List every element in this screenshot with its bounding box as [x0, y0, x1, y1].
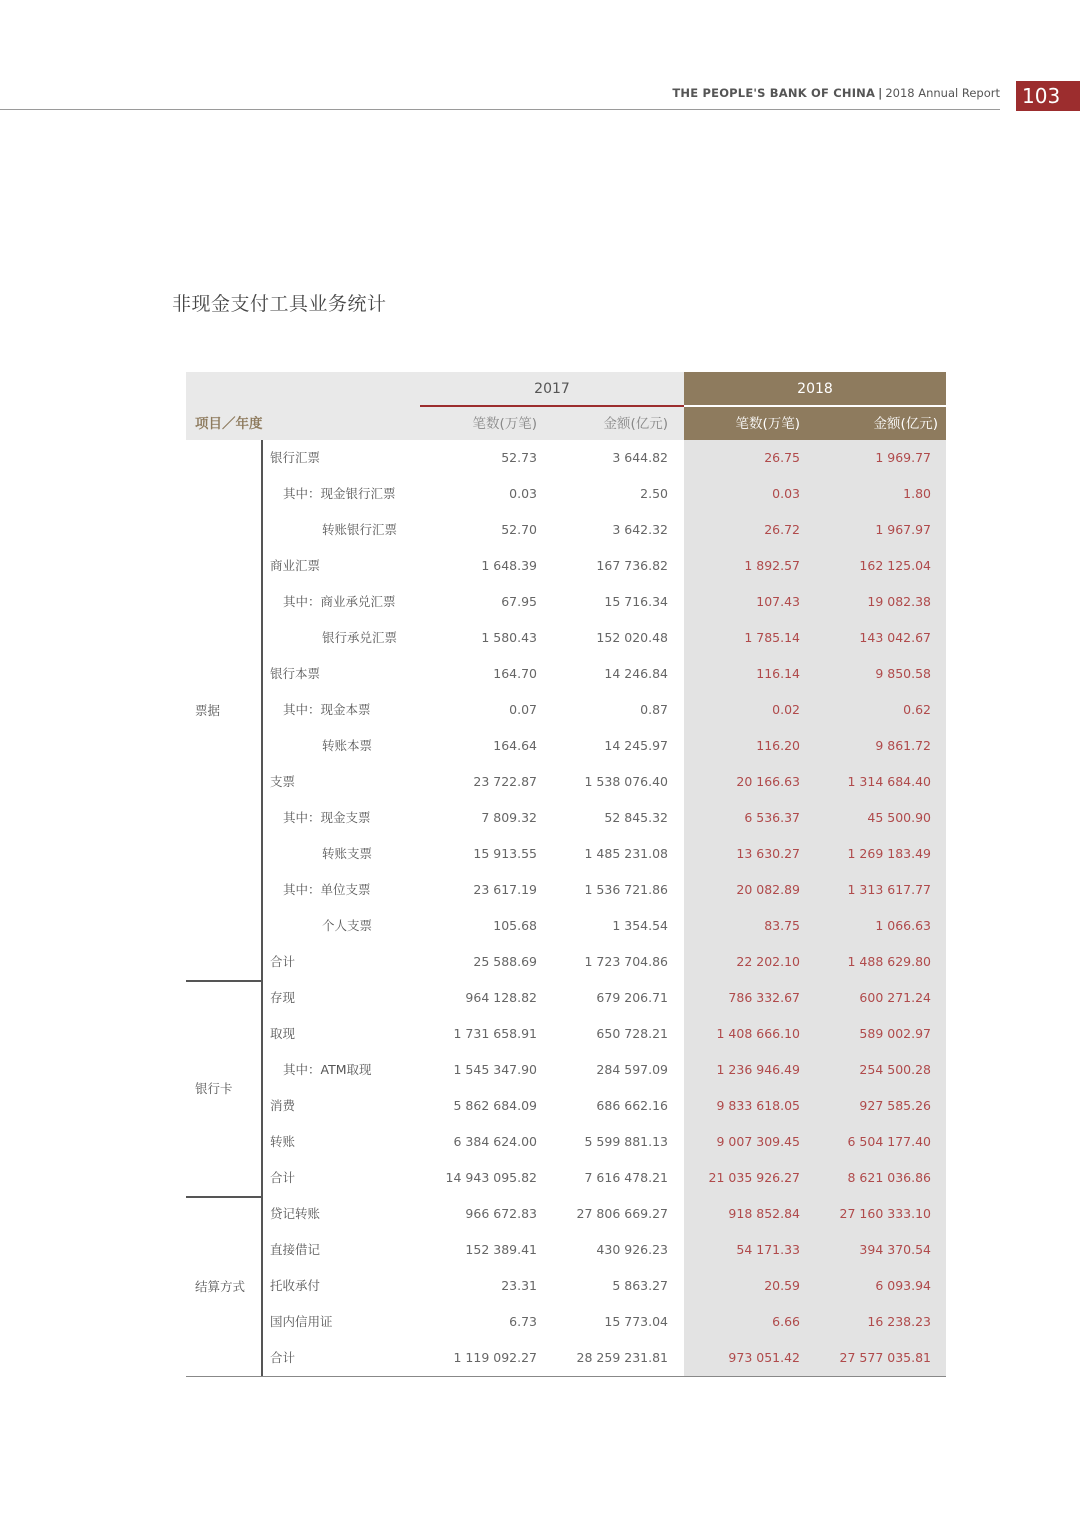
table-row	[186, 1232, 946, 1268]
year-2018-underline	[684, 405, 946, 407]
row-label: 其中：现金支票	[283, 810, 371, 825]
cell-2017-amount: 679 206.71	[596, 990, 668, 1005]
cell-2018-amount: 6 504 177.40	[847, 1134, 931, 1149]
row-label: 转账支票	[322, 846, 373, 861]
table-row	[186, 1340, 946, 1376]
cell-2018-amount: 1 488 629.80	[847, 954, 931, 969]
cell-2017-amount: 167 736.82	[596, 558, 668, 573]
col-header-2018-amount: 金额(亿元)	[873, 416, 938, 432]
cell-2017-count: 164.64	[493, 738, 537, 753]
cell-2018-count: 0.02	[772, 702, 800, 717]
cell-2017-amount: 2.50	[640, 486, 668, 501]
cell-2018-amount: 16 238.23	[867, 1314, 931, 1329]
cell-2017-count: 1 731 658.91	[453, 1026, 537, 1041]
cell-2018-count: 22 202.10	[736, 954, 800, 969]
cell-2017-count: 14 943 095.82	[445, 1170, 537, 1185]
cell-2018-count: 20 082.89	[736, 882, 800, 897]
row-label: 其中：现金银行汇票	[283, 486, 396, 501]
row-label: 银行本票	[270, 666, 321, 681]
cell-2017-count: 1 545 347.90	[453, 1062, 537, 1077]
table-row	[186, 620, 946, 656]
cell-2018-amount: 1 066.63	[875, 918, 931, 933]
page-number: 103	[1016, 81, 1080, 111]
cell-2017-amount: 0.87	[640, 702, 668, 717]
cell-2017-count: 6.73	[509, 1314, 537, 1329]
cell-2018-count: 786 332.67	[728, 990, 800, 1005]
table-row	[186, 836, 946, 872]
table-row	[186, 1304, 946, 1340]
row-label: 个人支票	[322, 918, 373, 933]
table-body	[186, 440, 946, 1376]
row-label: 托收承付	[270, 1278, 321, 1293]
row-label: 贷记转账	[270, 1206, 321, 1221]
cell-2017-amount: 686 662.16	[596, 1098, 668, 1113]
cell-2017-amount: 28 259 231.81	[576, 1350, 668, 1365]
row-label: 合计	[270, 1170, 296, 1185]
cell-2018-amount: 27 577 035.81	[839, 1350, 931, 1365]
row-label: 消费	[270, 1098, 296, 1113]
cell-2017-amount: 27 806 669.27	[576, 1206, 668, 1221]
cell-2018-count: 26.72	[764, 522, 800, 537]
cell-2018-amount: 600 271.24	[859, 990, 931, 1005]
cell-2017-count: 164.70	[493, 666, 537, 681]
cell-2018-amount: 45 500.90	[867, 810, 931, 825]
table-row	[186, 476, 946, 512]
cell-2018-count: 20 166.63	[736, 774, 800, 789]
cell-2017-count: 23.31	[501, 1278, 537, 1293]
table-row	[186, 548, 946, 584]
cell-2017-amount: 15 773.04	[604, 1314, 668, 1329]
cell-2018-count: 1 892.57	[744, 558, 800, 573]
table-row	[186, 800, 946, 836]
cell-2018-count: 973 051.42	[728, 1350, 800, 1365]
cell-2018-amount: 143 042.67	[859, 630, 931, 645]
cell-2017-amount: 14 245.97	[604, 738, 668, 753]
row-label: 银行承兑汇票	[322, 630, 398, 645]
cell-2018-amount: 27 160 333.10	[839, 1206, 931, 1221]
header-separator: |	[878, 86, 883, 100]
cell-2018-count: 83.75	[764, 918, 800, 933]
cell-2018-count: 6 536.37	[744, 810, 800, 825]
category-label: 结算方式	[195, 1279, 246, 1294]
cell-2017-count: 23 617.19	[473, 882, 537, 897]
cell-2017-amount: 1 485 231.08	[584, 846, 668, 861]
table-row	[186, 764, 946, 800]
payment-stats-table	[186, 372, 946, 1376]
table-row	[186, 944, 946, 980]
cell-2018-amount: 6 093.94	[875, 1278, 931, 1293]
table-row	[186, 1124, 946, 1160]
table-row	[186, 1268, 946, 1304]
cell-2018-amount: 1 314 684.40	[847, 774, 931, 789]
cell-2017-count: 1 648.39	[481, 558, 537, 573]
cell-2017-amount: 14 246.84	[604, 666, 668, 681]
cell-2018-count: 116.20	[756, 738, 800, 753]
row-label: 国内信用证	[270, 1314, 333, 1329]
row-label: 支票	[270, 774, 296, 789]
cell-2017-count: 6 384 624.00	[453, 1134, 537, 1149]
table-bottom-rule	[186, 1376, 946, 1377]
cell-2017-amount: 1 538 076.40	[584, 774, 668, 789]
table-row	[186, 1196, 946, 1232]
col-header-2017-count: 笔数(万笔)	[472, 416, 537, 432]
year-2017-underline	[420, 405, 684, 407]
row-label: 其中：单位支票	[283, 882, 371, 897]
cell-2018-count: 116.14	[756, 666, 800, 681]
cell-2017-amount: 152 020.48	[596, 630, 668, 645]
cell-2017-count: 7 809.32	[481, 810, 537, 825]
cell-2017-count: 15 913.55	[473, 846, 537, 861]
cell-2018-count: 26.75	[764, 450, 800, 465]
table-row	[186, 1088, 946, 1124]
cell-2018-amount: 1 269 183.49	[847, 846, 931, 861]
cell-2018-amount: 8 621 036.86	[847, 1170, 931, 1185]
table-row	[186, 908, 946, 944]
cell-2018-amount: 9 850.58	[875, 666, 931, 681]
row-label: 其中：商业承兑汇票	[283, 594, 396, 609]
cell-2017-count: 23 722.87	[473, 774, 537, 789]
cell-2018-amount: 0.62	[903, 702, 931, 717]
cell-2017-count: 25 588.69	[473, 954, 537, 969]
cell-2017-count: 152 389.41	[465, 1242, 537, 1257]
cell-2018-count: 1 408 666.10	[716, 1026, 800, 1041]
row-label: 合计	[270, 954, 296, 969]
cell-2017-amount: 7 616 478.21	[584, 1170, 668, 1185]
cell-2018-count: 20.59	[764, 1278, 800, 1293]
cell-2017-amount: 1 723 704.86	[584, 954, 668, 969]
cell-2018-amount: 162 125.04	[859, 558, 931, 573]
row-label: 转账本票	[322, 738, 373, 753]
col-header-2017-amount: 金额(亿元)	[603, 416, 668, 432]
cell-2017-amount: 284 597.09	[596, 1062, 668, 1077]
cell-2018-amount: 254 500.28	[859, 1062, 931, 1077]
row-label: 转账银行汇票	[322, 522, 398, 537]
table-header	[186, 372, 946, 440]
table-row	[186, 980, 946, 1016]
cell-2017-amount: 5 863.27	[612, 1278, 668, 1293]
row-label: 转账	[270, 1134, 296, 1149]
cell-2017-count: 67.95	[501, 594, 537, 609]
cell-2018-count: 0.03	[772, 486, 800, 501]
cell-2017-amount: 52 845.32	[604, 810, 668, 825]
cell-2017-count: 52.70	[501, 522, 537, 537]
table-row	[186, 692, 946, 728]
cell-2018-count: 6.66	[772, 1314, 800, 1329]
cell-2018-amount: 589 002.97	[859, 1026, 931, 1041]
page-title: 非现金支付工具业务统计	[172, 293, 387, 315]
cell-2018-amount: 1.80	[903, 486, 931, 501]
cell-2018-amount: 9 861.72	[875, 738, 931, 753]
cell-2017-count: 964 128.82	[465, 990, 537, 1005]
table-row	[186, 440, 946, 476]
cell-2017-count: 0.03	[509, 486, 537, 501]
cell-2017-count: 5 862 684.09	[453, 1098, 537, 1113]
row-label: 直接借记	[270, 1242, 321, 1257]
table-row	[186, 1160, 946, 1196]
row-label: 其中：ATM取现	[283, 1062, 372, 1077]
header-rule	[0, 109, 1000, 110]
cell-2017-count: 0.07	[509, 702, 537, 717]
col-header-2018-count: 笔数(万笔)	[735, 416, 800, 432]
header-org: THE PEOPLE'S BANK OF CHINA	[672, 86, 876, 100]
cell-2018-count: 13 630.27	[736, 846, 800, 861]
cell-2018-amount: 927 585.26	[859, 1098, 931, 1113]
cell-2017-count: 1 580.43	[481, 630, 537, 645]
cell-2017-count: 966 672.83	[465, 1206, 537, 1221]
table-row	[186, 1052, 946, 1088]
cell-2017-amount: 1 354.54	[612, 918, 668, 933]
row-label: 商业汇票	[270, 558, 321, 573]
cell-2018-count: 1 236 946.49	[716, 1062, 800, 1077]
table-row	[186, 1016, 946, 1052]
cell-2017-amount: 15 716.34	[604, 594, 668, 609]
running-header	[672, 86, 1000, 100]
cell-2018-count: 1 785.14	[744, 630, 800, 645]
cell-2018-count: 21 035 926.27	[708, 1170, 800, 1185]
table-row	[186, 512, 946, 548]
table-row	[186, 872, 946, 908]
category-label: 银行卡	[195, 1081, 233, 1096]
cell-2018-amount: 1 967.97	[875, 522, 931, 537]
table-row	[186, 656, 946, 692]
year-2018: 2018	[797, 381, 833, 397]
cell-2017-amount: 5 599 881.13	[584, 1134, 668, 1149]
table-row	[186, 728, 946, 764]
cell-2018-amount: 394 370.54	[859, 1242, 931, 1257]
cell-2018-amount: 1 313 617.77	[847, 882, 931, 897]
item-year-header: 项目／年度	[195, 416, 263, 432]
row-label: 存现	[270, 990, 296, 1005]
table-row	[186, 584, 946, 620]
cell-2017-amount: 650 728.21	[596, 1026, 668, 1041]
cell-2017-count: 1 119 092.27	[453, 1350, 537, 1365]
row-label: 取现	[270, 1026, 296, 1041]
row-label: 其中：现金本票	[283, 702, 371, 717]
cell-2017-amount: 430 926.23	[596, 1242, 668, 1257]
cell-2017-count: 52.73	[501, 450, 537, 465]
cell-2017-count: 105.68	[493, 918, 537, 933]
cell-2017-amount: 3 644.82	[612, 450, 668, 465]
year-2017: 2017	[534, 381, 570, 397]
cell-2018-count: 54 171.33	[736, 1242, 800, 1257]
cell-2017-amount: 3 642.32	[612, 522, 668, 537]
cell-2018-count: 918 852.84	[728, 1206, 800, 1221]
cell-2018-count: 9 833 618.05	[716, 1098, 800, 1113]
row-label: 合计	[270, 1350, 296, 1365]
cell-2018-amount: 1 969.77	[875, 450, 931, 465]
cell-2018-count: 107.43	[756, 594, 800, 609]
row-label: 银行汇票	[270, 450, 321, 465]
cell-2017-amount: 1 536 721.86	[584, 882, 668, 897]
category-label: 票据	[195, 703, 221, 718]
header-report: 2018 Annual Report	[885, 86, 1000, 100]
cell-2018-amount: 19 082.38	[867, 594, 931, 609]
cell-2018-count: 9 007 309.45	[716, 1134, 800, 1149]
